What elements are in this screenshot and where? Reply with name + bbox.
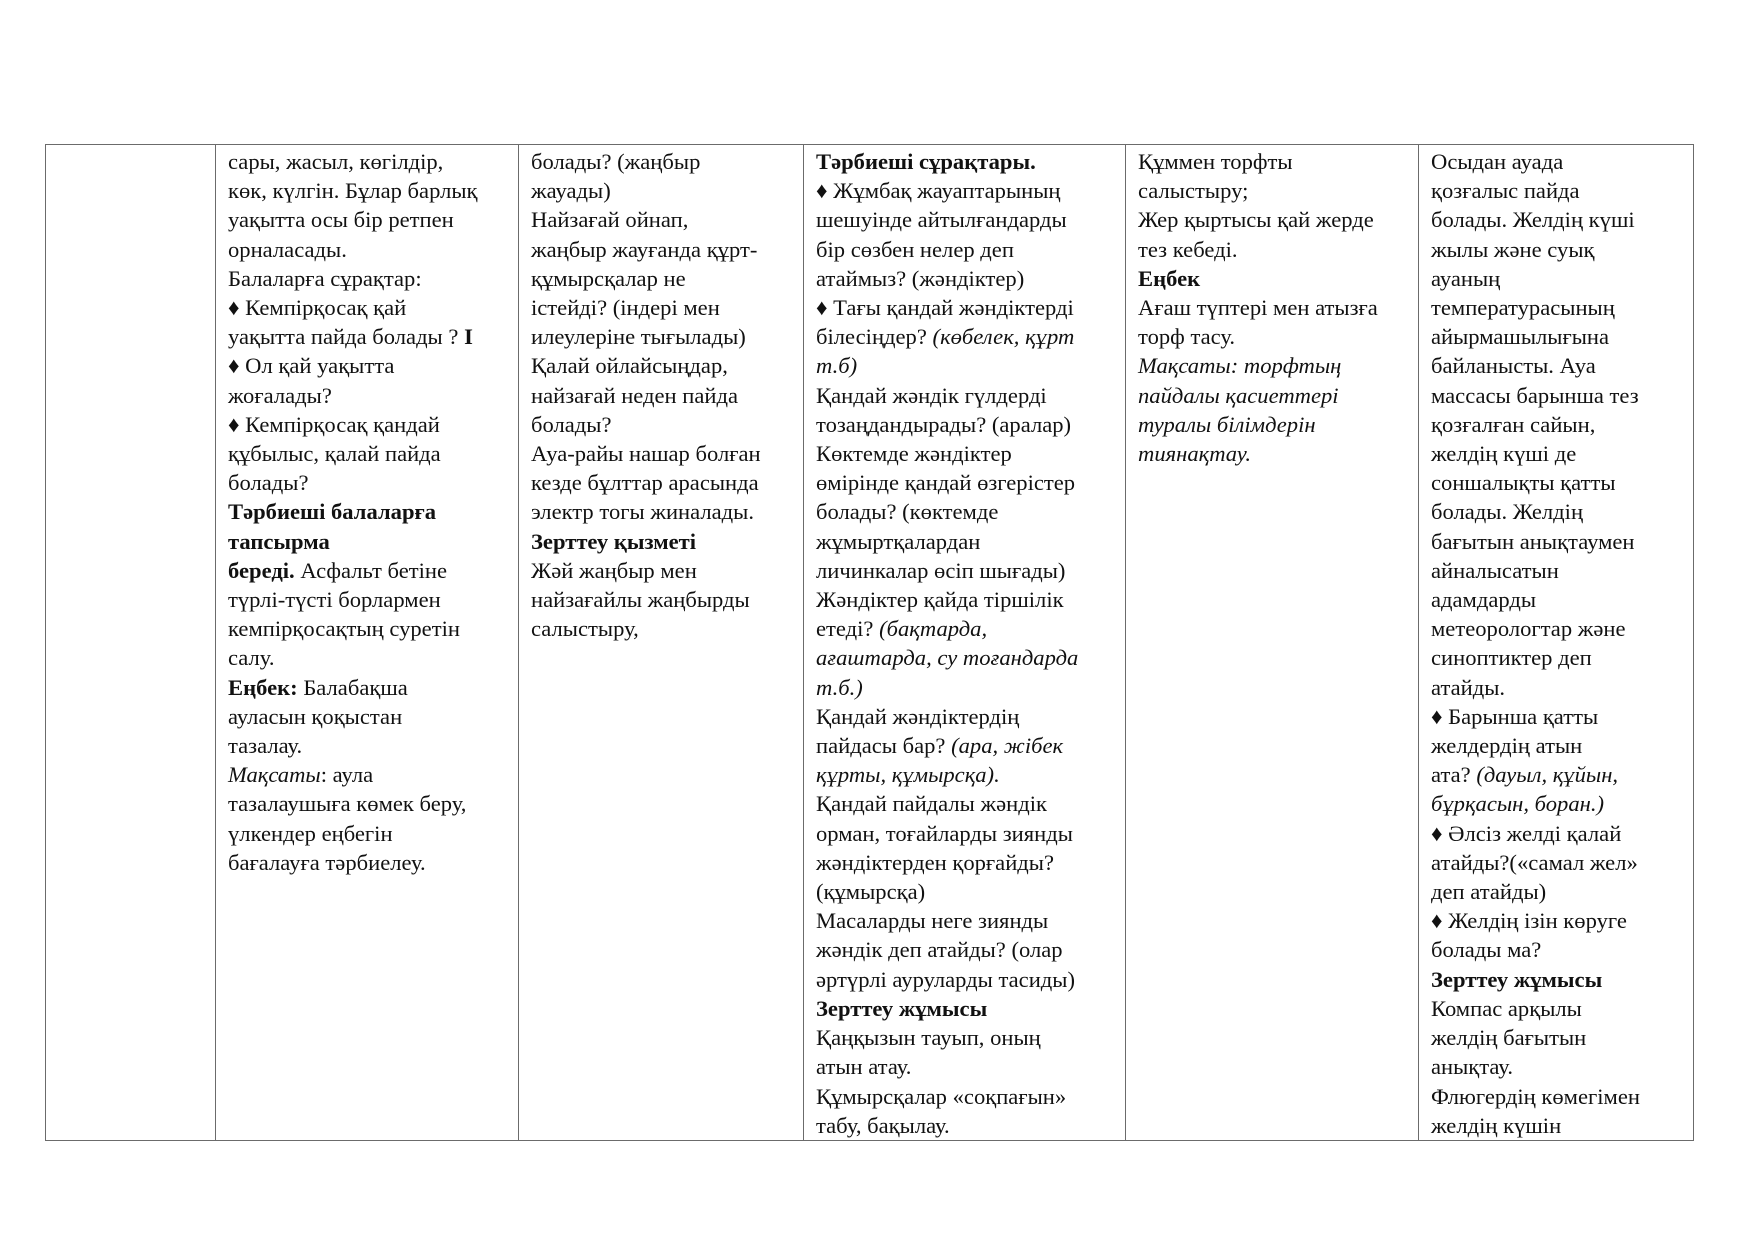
text-line — [1431, 877, 1683, 906]
text-line — [1138, 439, 1408, 468]
text-line — [531, 468, 793, 497]
text-line — [228, 293, 508, 322]
text-segment: түрлі-түсті борлармен — [228, 587, 441, 613]
text-line — [1138, 322, 1408, 351]
text-line — [1138, 235, 1408, 264]
text-segment: болады ма? — [1431, 937, 1542, 963]
text-line — [531, 205, 793, 234]
text-segment: Жәндіктер қайда тіршілік — [816, 587, 1064, 613]
text-line — [1431, 643, 1683, 672]
text-segment: тапсырма — [228, 528, 330, 554]
text-line — [1431, 935, 1683, 964]
text-segment: уақытта пайда болады ? — [228, 324, 465, 350]
text-segment: қозғалған сайын, — [1431, 411, 1596, 437]
text-segment: Зерттеу жұмысы — [1431, 966, 1603, 992]
text-line — [1431, 176, 1683, 205]
text-line — [228, 585, 508, 614]
text-segment: найзағай неден пайда — [531, 382, 739, 408]
text-segment: ағаштарда, су тоғандарда — [816, 645, 1079, 671]
text-line — [816, 497, 1115, 526]
text-segment: Құмырсқалар «соқпағын» — [816, 1083, 1067, 1109]
text-segment: ата? — [1431, 762, 1477, 788]
column-2-cell — [216, 145, 519, 1141]
text-line — [531, 176, 793, 205]
text-segment: Еңбек — [1138, 265, 1201, 291]
text-segment: тазалау. — [228, 733, 303, 759]
text-segment: ♦ Кемпірқосақ қандай — [228, 411, 440, 437]
text-segment: атаймыз? (жәндіктер) — [816, 265, 1025, 291]
text-segment: ауласын қоқыстан — [228, 703, 403, 729]
text-segment: Зерттеу жұмысы — [816, 995, 988, 1021]
text-segment: құрты, құмырсқа). — [816, 762, 1000, 788]
text-line — [816, 906, 1115, 935]
lesson-plan-table — [45, 144, 1694, 1141]
text-line — [1138, 381, 1408, 410]
text-segment: Қаңқызын тауып, оның — [816, 1025, 1041, 1051]
text-line — [1431, 410, 1683, 439]
text-line — [1431, 439, 1683, 468]
text-segment: (бақтарда, — [879, 616, 988, 642]
text-segment: айырмашылығына — [1431, 324, 1610, 350]
text-segment: тиянақтау. — [1138, 441, 1252, 467]
text-segment: илеулеріне тығылады) — [531, 324, 746, 350]
text-line — [1431, 585, 1683, 614]
text-line — [228, 789, 508, 818]
text-line — [1431, 1111, 1683, 1140]
text-segment: деп атайды) — [1431, 879, 1547, 905]
text-line — [816, 468, 1115, 497]
text-segment: өмірінде қандай өзгерістер — [816, 470, 1076, 496]
text-segment: тез кебеді. — [1138, 236, 1238, 262]
text-segment: Ауа-райы нашар болған — [531, 441, 761, 467]
text-line — [816, 1111, 1115, 1140]
text-segment: істейді? (індері мен — [531, 295, 720, 321]
text-line — [816, 789, 1115, 818]
text-line — [1431, 614, 1683, 643]
text-line — [816, 965, 1115, 994]
text-segment: I — [464, 324, 473, 350]
text-line — [531, 235, 793, 264]
text-segment: Қандай жәндік гүлдерді — [816, 382, 1047, 408]
text-segment: желдің күші де — [1431, 441, 1577, 467]
text-segment: личинкалар өсіп шығады) — [816, 557, 1066, 583]
text-segment: т.б.) — [816, 674, 863, 700]
text-segment: желдердің атын — [1431, 733, 1583, 759]
text-line — [228, 614, 508, 643]
text-segment: Қандай жәндіктердің — [816, 703, 1020, 729]
text-line — [531, 410, 793, 439]
text-line — [228, 497, 508, 526]
text-segment: үлкендер еңбегін — [228, 820, 393, 846]
text-segment: атайды. — [1431, 674, 1506, 700]
text-line — [531, 147, 793, 176]
text-segment: соншалықты қатты — [1431, 470, 1616, 496]
text-segment: Көктемде жәндіктер — [816, 441, 1012, 467]
text-line — [1431, 1023, 1683, 1052]
text-line — [1431, 235, 1683, 264]
text-segment: жауады) — [531, 178, 611, 204]
text-line — [1431, 673, 1683, 702]
text-segment: Құммен торфты — [1138, 149, 1293, 174]
text-segment: Қалай ойлайсыңдар, — [531, 353, 728, 379]
text-segment: анықтау. — [1431, 1054, 1513, 1080]
text-line — [228, 381, 508, 410]
text-line — [816, 147, 1115, 176]
text-line — [1138, 176, 1408, 205]
text-segment: жұмыртқалардан — [816, 528, 981, 554]
text-line — [816, 235, 1115, 264]
text-segment: желдің бағытын — [1431, 1025, 1587, 1051]
text-line — [531, 264, 793, 293]
text-line — [1138, 264, 1408, 293]
text-segment: айналысатын — [1431, 557, 1559, 583]
table-row — [46, 145, 1694, 1141]
text-segment: торф тасу. — [1138, 324, 1236, 350]
text-line — [1431, 731, 1683, 760]
text-segment: Қандай пайдалы жәндік — [816, 791, 1047, 817]
text-line — [1431, 702, 1683, 731]
text-line — [228, 527, 508, 556]
text-line — [228, 176, 508, 205]
text-line — [816, 935, 1115, 964]
text-line — [531, 351, 793, 380]
text-segment: синоптиктер деп — [1431, 645, 1592, 671]
text-segment: құмырсқалар не — [531, 265, 686, 291]
text-segment: (көбелек, құрт — [932, 324, 1075, 350]
text-line — [531, 556, 793, 585]
text-segment: ♦ Кемпірқосақ қай — [228, 295, 407, 321]
text-line — [1431, 906, 1683, 935]
text-line — [1431, 147, 1683, 176]
text-line — [816, 556, 1115, 585]
text-line — [816, 819, 1115, 848]
text-line — [228, 468, 508, 497]
text-segment: тазалаушыға көмек беру, — [228, 791, 467, 817]
text-segment: болады? (жаңбыр — [531, 149, 701, 174]
text-line — [816, 176, 1115, 205]
text-line — [228, 556, 508, 585]
text-line — [1431, 205, 1683, 234]
text-line — [816, 877, 1115, 906]
text-segment: туралы білімдерін — [1138, 411, 1316, 437]
text-segment: массасы барынша тез — [1431, 382, 1639, 408]
text-segment: ♦ Жұмбақ жауаптарының — [816, 178, 1061, 204]
text-segment: Флюгердің көмегімен — [1431, 1083, 1640, 1109]
text-line — [1431, 527, 1683, 556]
text-segment: бағытын анықтаумен — [1431, 528, 1635, 554]
text-line — [531, 381, 793, 410]
text-segment: бір сөзбен нелер деп — [816, 236, 1014, 262]
text-segment: электр тогы жиналады. — [531, 499, 754, 525]
text-segment: ♦ Әлсіз желді қалай — [1431, 820, 1622, 846]
column-4-cell — [804, 145, 1126, 1141]
text-segment: әртүрлі ауруларды тасиды) — [816, 966, 1075, 992]
text-line — [1431, 293, 1683, 322]
text-segment: бағалауға тәрбиелеу. — [228, 849, 426, 875]
text-line — [228, 235, 508, 264]
text-segment: салыстыру, — [531, 616, 639, 642]
text-line — [816, 673, 1115, 702]
text-line — [1138, 147, 1408, 176]
text-segment: (құмырсқа) — [816, 879, 926, 905]
text-line — [228, 702, 508, 731]
text-segment: Тәрбиеші балаларға — [228, 499, 437, 525]
text-line — [228, 848, 508, 877]
text-segment: ♦ Тағы қандай жәндіктерді — [816, 295, 1074, 321]
text-line — [816, 527, 1115, 556]
text-line — [816, 1052, 1115, 1081]
text-segment: салыстыру; — [1138, 178, 1249, 204]
text-segment: Балабақша — [297, 674, 408, 700]
text-line — [228, 264, 508, 293]
text-line — [531, 497, 793, 526]
column-3-cell — [519, 145, 804, 1141]
text-line — [1431, 1082, 1683, 1111]
text-segment: жылы және суық — [1431, 236, 1595, 262]
text-segment: (ара, жібек — [951, 733, 1064, 759]
text-segment: тозаңдандырады? (аралар) — [816, 411, 1072, 437]
text-segment: табу, бақылау. — [816, 1112, 950, 1138]
text-line — [816, 381, 1115, 410]
text-segment: Еңбек: — [228, 674, 298, 700]
text-line — [228, 147, 508, 176]
text-segment: ауаның — [1431, 265, 1501, 291]
text-segment: бұрқасын, боран.) — [1431, 791, 1604, 817]
column-5-cell — [1126, 145, 1419, 1141]
text-line — [1431, 497, 1683, 526]
text-line — [1431, 848, 1683, 877]
text-segment: : аула — [320, 762, 374, 788]
text-line — [1431, 322, 1683, 351]
text-line — [228, 760, 508, 789]
text-line — [816, 760, 1115, 789]
text-segment: Мақсаты: торфтың — [1138, 353, 1342, 379]
text-segment: Компас арқылы — [1431, 995, 1582, 1021]
text-segment: (дауыл, құйын, — [1476, 762, 1619, 788]
text-line — [816, 410, 1115, 439]
text-segment: желдің күшін — [1431, 1112, 1562, 1138]
text-segment: температурасының — [1431, 295, 1615, 321]
text-line — [531, 439, 793, 468]
text-line — [1431, 556, 1683, 585]
text-segment: ♦ Желдің ізін көруге — [1431, 908, 1627, 934]
text-line — [228, 819, 508, 848]
text-segment: Тәрбиеші сұрақтары. — [816, 149, 1036, 174]
text-segment: білесіңдер? — [816, 324, 933, 350]
text-segment: болады? (көктемде — [816, 499, 999, 525]
text-segment: т.б) — [816, 353, 858, 379]
text-line — [816, 439, 1115, 468]
text-segment: Балаларға сұрақтар: — [228, 265, 422, 291]
text-segment: береді. — [228, 557, 295, 583]
text-line — [1431, 760, 1683, 789]
text-segment: Асфальт бетіне — [294, 557, 447, 583]
text-segment: байланысты. Ауа — [1431, 353, 1596, 379]
text-line — [816, 1023, 1115, 1052]
text-line — [228, 410, 508, 439]
text-segment: пайдасы бар? — [816, 733, 952, 759]
text-line — [1431, 819, 1683, 848]
text-line — [1431, 1052, 1683, 1081]
text-line — [816, 322, 1115, 351]
text-line — [816, 264, 1115, 293]
text-line — [531, 527, 793, 556]
text-line — [228, 351, 508, 380]
text-segment: болады. Желдің — [1431, 499, 1584, 525]
text-line — [1431, 381, 1683, 410]
text-line — [1138, 351, 1408, 380]
text-segment: болады? — [228, 470, 309, 496]
text-line — [531, 614, 793, 643]
text-segment: орналасады. — [228, 236, 347, 262]
text-segment: уақытта осы бір ретпен — [228, 207, 454, 233]
text-line — [228, 322, 508, 351]
text-line — [816, 351, 1115, 380]
text-segment: орман, тоғайларды зиянды — [816, 820, 1073, 846]
text-segment: найзағайлы жаңбырды — [531, 587, 750, 613]
text-segment: адамдарды — [1431, 587, 1537, 613]
text-line — [1431, 994, 1683, 1023]
text-line — [816, 293, 1115, 322]
text-line — [1138, 205, 1408, 234]
text-line — [816, 848, 1115, 877]
text-segment: жаңбыр жауғанда құрт- — [531, 236, 758, 262]
text-line — [816, 643, 1115, 672]
text-segment: ♦ Барынша қатты — [1431, 703, 1599, 729]
text-segment: Осыдан ауада — [1431, 149, 1564, 174]
text-segment: салу. — [228, 645, 275, 671]
text-segment: көк, күлгін. Бұлар барлық — [228, 178, 478, 204]
text-segment: Жәй жаңбыр мен — [531, 557, 697, 583]
text-line — [816, 702, 1115, 731]
text-segment: Найзағай ойнап, — [531, 207, 689, 233]
text-line — [531, 585, 793, 614]
text-segment: құбылыс, қалай пайда — [228, 441, 441, 467]
text-line — [816, 614, 1115, 643]
text-segment: ♦ Ол қай уақытта — [228, 353, 395, 379]
text-line — [816, 731, 1115, 760]
text-line — [816, 994, 1115, 1023]
text-segment: Жер қыртысы қай жерде — [1138, 207, 1374, 233]
text-segment: болады. Желдің күші — [1431, 207, 1635, 233]
column-1-cell — [46, 145, 216, 1141]
text-line — [1431, 789, 1683, 818]
text-segment: жәндіктерден қорғайды? — [816, 849, 1055, 875]
text-segment: жоғалады? — [228, 382, 332, 408]
text-line — [816, 205, 1115, 234]
text-line — [1431, 965, 1683, 994]
text-line — [1431, 351, 1683, 380]
text-line — [1431, 264, 1683, 293]
text-segment: етеді? — [816, 616, 880, 642]
text-line — [531, 293, 793, 322]
text-segment: болады? — [531, 411, 612, 437]
text-line — [228, 731, 508, 760]
text-segment: шешуінде айтылғандарды — [816, 207, 1067, 233]
text-segment: сары, жасыл, көгілдір, — [228, 149, 444, 174]
text-line — [1138, 293, 1408, 322]
text-segment: қозғалыс пайда — [1431, 178, 1580, 204]
text-segment: кезде бұлттар арасында — [531, 470, 759, 496]
text-line — [1431, 468, 1683, 497]
text-line — [228, 439, 508, 468]
column-6-cell — [1419, 145, 1694, 1141]
text-segment: пайдалы қасиеттері — [1138, 382, 1339, 408]
text-segment: жәндік деп атайды? (олар — [816, 937, 1063, 963]
text-segment: атайды?(«самал жел» — [1431, 849, 1638, 875]
text-segment: атын атау. — [816, 1054, 912, 1080]
text-segment: Мақсаты — [228, 762, 321, 788]
text-line — [228, 643, 508, 672]
text-line — [1138, 410, 1408, 439]
text-segment: кемпірқосақтың суретін — [228, 616, 460, 642]
text-line — [816, 585, 1115, 614]
text-segment: Зерттеу қызметі — [531, 528, 697, 554]
text-line — [531, 322, 793, 351]
text-segment: Ағаш түптері мен атызға — [1138, 295, 1378, 321]
text-line — [228, 205, 508, 234]
text-segment: Масаларды неге зиянды — [816, 908, 1049, 934]
text-line — [228, 673, 508, 702]
text-line — [816, 1082, 1115, 1111]
text-segment: метеорологтар және — [1431, 616, 1626, 642]
